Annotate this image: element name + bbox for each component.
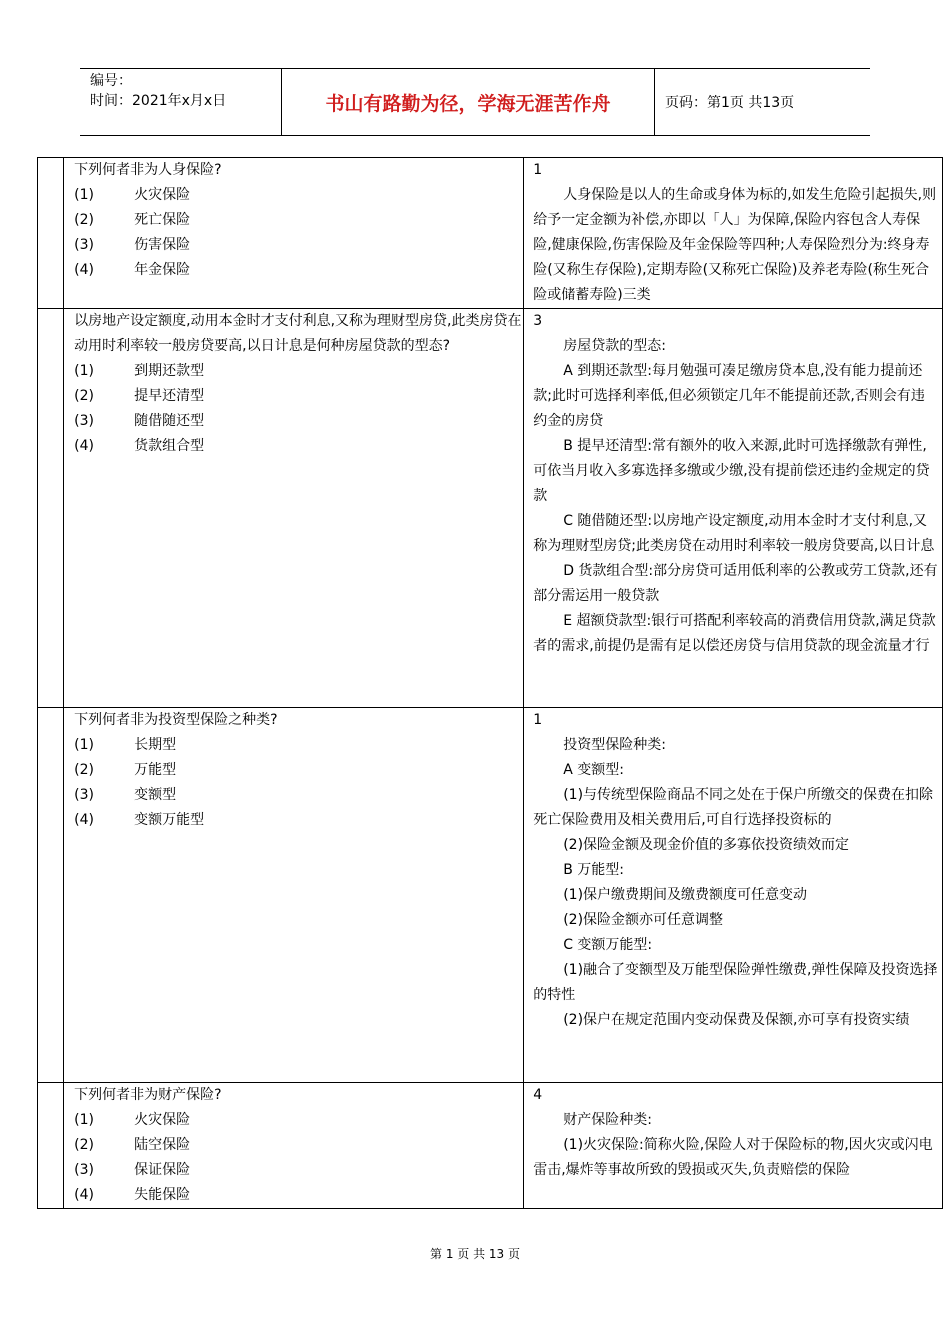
row-index-cell bbox=[38, 708, 64, 1083]
answer-cell bbox=[524, 1083, 943, 1209]
option-item: (2) 万能型 bbox=[74, 762, 177, 778]
option-item: (1) 到期还款型 bbox=[74, 363, 205, 379]
option-item: (4) 货款组合型 bbox=[74, 438, 205, 454]
table-row bbox=[38, 708, 943, 1083]
option-item: (4) 年金保险 bbox=[74, 262, 191, 278]
option-item: (4) 变额万能型 bbox=[74, 812, 205, 828]
time-label: 时间：2021年x月x日 bbox=[90, 93, 227, 109]
explanation-line: D 货款组合型:部分房贷可适用低利率的公教或劳工贷款,还有部分需运用一般贷款 bbox=[533, 563, 938, 604]
table-row bbox=[38, 158, 943, 309]
option-item: (4) 失能保险 bbox=[74, 1187, 191, 1203]
row-index-cell bbox=[38, 309, 64, 708]
explanation-line: 财产保险种类: bbox=[563, 1112, 652, 1128]
explanation-line: 人身保险是以人的生命或身体为标的,如发生危险引起损失,则给予一定金额为补偿,亦即以「人」为保障,保险内容包含人寿保险,健康保险,伤害保险及年金保险等四种;人寿保险烈分为:终身寿险(又称生存保险),定期寿险(又称死亡保险)及养老寿险(称生死合险或储蓄寿险)三类 bbox=[533, 187, 937, 303]
option-item: (1) 火灾保险 bbox=[74, 187, 191, 203]
option-item: (1) 长期型 bbox=[74, 737, 177, 753]
explanation-line: (2)保险金额亦可任意调整 bbox=[563, 912, 724, 928]
explanation-line: A 到期还款型:每月勉强可凑足缴房贷本息,没有能力提前还款;此时可选择利率低,但必须锁定几年不能提前还款,否则会有违约金的房贷 bbox=[533, 363, 925, 429]
question-text: 下列何者非为财产保险? bbox=[74, 1087, 222, 1103]
explanation-line: (2)保险金额及现金价值的多寡依投资绩效而定 bbox=[563, 837, 850, 853]
row-index-cell bbox=[38, 158, 64, 309]
table-row bbox=[38, 309, 943, 708]
answer-number: 1 bbox=[533, 712, 543, 728]
answer-cell bbox=[524, 309, 943, 708]
answer-cell bbox=[524, 158, 943, 309]
explanation-line: E 超额贷款型:银行可搭配利率较高的消费信用贷款,满足贷款者的需求,前提仍是需有足以偿还房贷与信用贷款的现金流量才行 bbox=[533, 613, 936, 654]
page-number-label: 页码：第1页 共13页 bbox=[665, 95, 795, 111]
explanation-line: 投资型保险种类: bbox=[563, 737, 666, 753]
explanation-line: (2)保户在规定范围内变动保费及保额,亦可享有投资实绩 bbox=[563, 1012, 910, 1028]
explanation-line: (1)火灾保险:简称火险,保险人对于保险标的物,因火灾或闪电雷击,爆炸等事故所致的毁损或灭失,负责赔偿的保险 bbox=[533, 1137, 933, 1178]
row-index-cell bbox=[38, 1083, 64, 1209]
answer-number: 3 bbox=[533, 313, 543, 329]
option-item: (3) 保证保险 bbox=[74, 1162, 191, 1178]
explanation-line: (1)融合了变额型及万能型保险弹性缴费,弹性保障及投资选择的特性 bbox=[533, 962, 938, 1003]
table-row bbox=[38, 1083, 943, 1209]
option-item: (1) 火灾保险 bbox=[74, 1112, 191, 1128]
question-cell bbox=[64, 1083, 524, 1209]
option-item: (2) 死亡保险 bbox=[74, 212, 191, 228]
question-table bbox=[37, 157, 943, 1209]
question-cell bbox=[64, 309, 524, 708]
question-text: 以房地产设定额度,动用本金时才支付利息,又称为理财型房贷,此类房贷在动用时利率较一般房贷要高,以日计息是何种房屋贷款的型态? bbox=[74, 313, 522, 354]
answer-number: 1 bbox=[533, 162, 543, 178]
answer-cell bbox=[524, 708, 943, 1083]
explanation-line: A 变额型: bbox=[563, 762, 624, 778]
option-item: (2) 陆空保险 bbox=[74, 1137, 191, 1153]
header-meta bbox=[80, 69, 282, 135]
option-item: (2) 提早还清型 bbox=[74, 388, 205, 404]
page-footer: 第 1 页 共 13 页 bbox=[430, 1247, 520, 1261]
question-text: 下列何者非为投资型保险之种类? bbox=[74, 712, 278, 728]
header-motto: 书山有路勤为径，学海无涯苦作舟 bbox=[282, 69, 655, 135]
explanation-line: 房屋贷款的型态: bbox=[563, 338, 666, 354]
option-item: (3) 伤害保险 bbox=[74, 237, 191, 253]
explanation-line: (1)保户缴费期间及缴费额度可任意变动 bbox=[563, 887, 808, 903]
option-item: (3) 变额型 bbox=[74, 787, 177, 803]
explanation-line: (1)与传统型保险商品不同之处在于保户所缴交的保费在扣除死亡保险费用及相关费用后,可自行选择投资标的 bbox=[533, 787, 934, 828]
question-cell bbox=[64, 158, 524, 309]
explanation-line: B 万能型: bbox=[563, 862, 624, 878]
option-item: (3) 随借随还型 bbox=[74, 413, 205, 429]
explanation-line: B 提早还清型:常有额外的收入来源,此时可选择缴款有弹性,可依当月收入多寡选择多缴或少缴,没有提前偿还违约金规定的贷款 bbox=[533, 438, 930, 504]
explanation-line: C 随借随还型:以房地产设定额度,动用本金时才支付利息,又称为理财型房贷;此类房贷在动用时利率较一般房贷要高,以日计息 bbox=[533, 513, 935, 554]
question-text: 下列何者非为人身保险? bbox=[74, 162, 222, 178]
answer-number: 4 bbox=[533, 1087, 543, 1103]
question-cell bbox=[64, 708, 524, 1083]
explanation-line: C 变额万能型: bbox=[563, 937, 653, 953]
document-header bbox=[80, 68, 870, 136]
number-label: 编号： bbox=[90, 73, 132, 89]
